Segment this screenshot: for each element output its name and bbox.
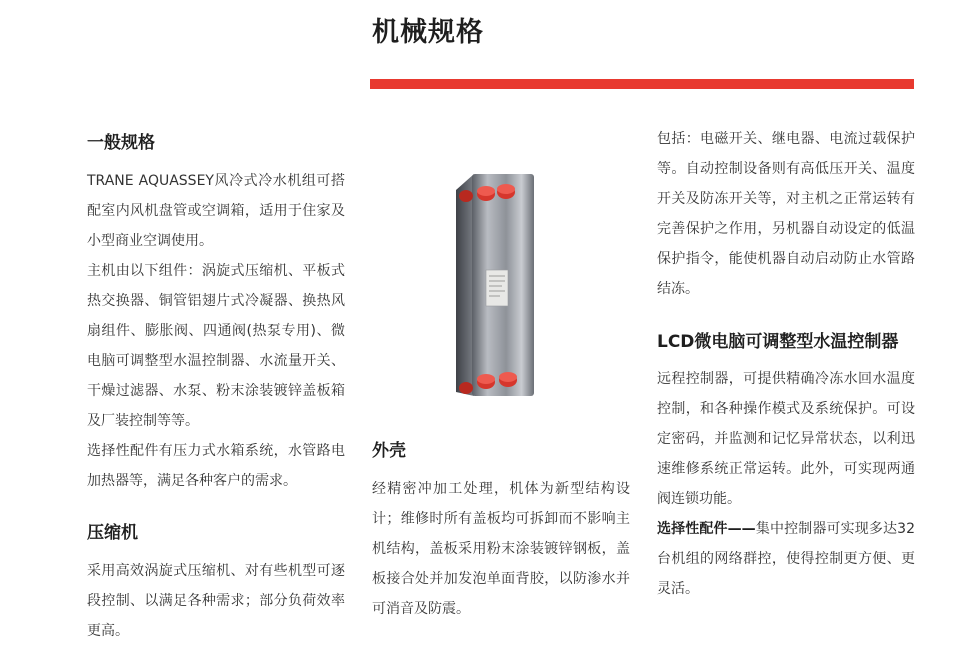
red-divider xyxy=(370,79,914,89)
optional-accessory-text: 集中控制器可实现多达32台机组的网络群控，使得控制更方便、更灵活。 xyxy=(657,521,915,597)
lcd-controller-heading: LCD微电脑可调整型水温控制器 xyxy=(657,332,899,352)
lcd-para-1: 远程控制器，可提供精确冷冻水回水温度控制，和各种操作模式及系统保护。可设定密码，并监测和记忆异常状态，以利迅速维修系统正常运转。此外，可实现两通阀连锁功能。 xyxy=(657,371,915,507)
compressor-heading: 压缩机 xyxy=(87,523,138,543)
general-spec-para-2: 主机由以下组件：涡旋式压缩机、平板式热交换器、铜管铝翅片式冷凝器、换热风扇组件、膨胀阀、四通阀(热泵专用)、微电脑可调整型水温控制器、水流量开关、干燥过滤器、水泵、粉末涂装镀锌盖板箱及厂装控制等等。 xyxy=(87,263,345,429)
protection-body xyxy=(657,124,915,304)
general-spec-body xyxy=(87,166,345,496)
casing-body xyxy=(372,474,630,624)
general-spec-para-1: TRANE AQUASSEY风冷式冷水机组可搭配室内风机盘管或空调箱，适用于住家及小型商业空调使用。 xyxy=(87,173,345,249)
page-title: 机械规格 xyxy=(372,17,484,48)
compressor-body xyxy=(87,556,345,646)
general-spec-heading: 一般规格 xyxy=(87,133,155,153)
general-spec-para-3: 选择性配件有压力式水箱系统，水管路电加热器等，满足各种客户的需求。 xyxy=(87,443,345,489)
lcd-controller-body xyxy=(657,364,915,604)
optional-accessory-label: 选择性配件—— xyxy=(657,521,756,537)
heat-exchanger-image xyxy=(452,160,538,402)
compressor-para-1: 采用高效涡旋式压缩机、对有些机型可逐段控制、以满足各种需求；部分负荷效率更高。 xyxy=(87,563,345,639)
casing-para-1: 经精密冲加工处理，机体为新型结构设计；维修时所有盖板均可拆卸而不影响主机结构，盖板采用粉末涂装镀锌钢板，盖板接合处并加发泡单面背胶，以防渗水并可消音及防震。 xyxy=(372,481,630,617)
protection-para-1: 包括：电磁开关、继电器、电流过载保护等。自动控制设备则有高低压开关、温度开关及防冻开关等，对主机之正常运转有完善保护之作用，另机器自动设定的低温保护指令，能使机器自动启动防止水管路结冻。 xyxy=(657,131,915,297)
lcd-para-2 xyxy=(657,514,915,604)
casing-heading: 外壳 xyxy=(372,441,406,461)
